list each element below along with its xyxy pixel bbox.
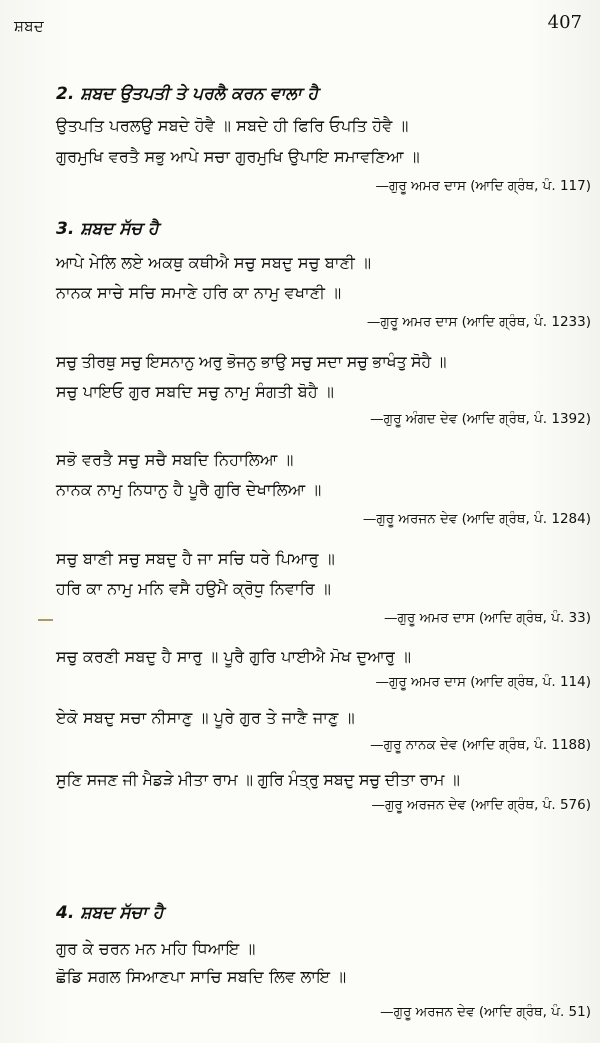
verse-block: [56, 114, 591, 197]
verse-line: ਆਪੇ ਮੇਲਿ ਲਏ ਅਕਥੁ ਕਥੀਐ ਸਚੁ ਸਬਦੁ ਸਚੁ ਬਾਣੀ ॥: [56, 253, 372, 272]
page-number: 407: [547, 12, 582, 33]
verse-line: ਸਚੁ ਪਾਇਓ ਗੁਰ ਸਬਦਿ ਸਚੁ ਨਾਮੁ ਸੰਗਤੀ ਬੋਹੈ ॥: [56, 382, 335, 401]
verse-line: ਗੁਰਮੁਖਿ ਵਰਤੈ ਸਭੁ ਆਪੇ ਸਚਾ ਗੁਰਮੁਖਿ ਉਪਾਇ ਸਮਾਵਣਿਆ ॥: [56, 147, 420, 166]
verse-block: [56, 448, 591, 530]
verse-line: ਸਚੁ ਕਰਣੀ ਸਬਦੁ ਹੈ ਸਾਰੁ ॥ ਪੂਰੈ ਗੁਰਿ ਪਾਈਐ ਮੋਖ ਦੁਆਰੁ ॥: [56, 647, 412, 666]
citation: —ਗੁਰੂ ਅਰਜਨ ਦੇਵ (ਆਦਿ ਗ੍ਰੰਥ, ਪੰ. 576): [371, 797, 591, 813]
verse-line: ਨਾਨਕ ਨਾਮੁ ਨਿਧਾਨੁ ਹੈ ਪੂਰੈ ਗੁਰਿ ਦੇਖਾਲਿਆ ॥: [56, 480, 322, 499]
citation: —ਗੁਰੂ ਅੰਗਦ ਦੇਵ (ਆਦਿ ਗ੍ਰੰਥ, ਪੰ. 1392): [370, 411, 591, 427]
verse-block: [56, 937, 591, 1023]
citation: —ਗੁਰੂ ਅਮਰ ਦਾਸ (ਆਦਿ ਗ੍ਰੰਥ, ਪੰ. 117): [375, 178, 591, 194]
verse-line: ਨਾਨਕ ਸਾਚੇ ਸਚਿ ਸਮਾਣੇ ਹਰਿ ਕਾ ਨਾਮੁ ਵਖਾਣੀ ॥: [56, 283, 342, 302]
verse-line: ਸਚੁ ਤੀਰਥੁ ਸਚੁ ਇਸਨਾਨੁ ਅਰੁ ਭੋਜਨੁ ਭਾਉ ਸਚੁ ਸਦਾ ਸਚੁ ਭਾਖੰਤੁ ਸੋਹੈ ॥: [56, 352, 447, 371]
citation: —ਗੁਰੂ ਅਮਰ ਦਾਸ (ਆਦਿ ਗ੍ਰੰਥ, ਪੰ. 114): [375, 674, 591, 690]
citation: —ਗੁਰੂ ਅਮਰ ਦਾਸ (ਆਦਿ ਗ੍ਰੰਥ, ਪੰ. 33): [384, 610, 591, 626]
citation: —ਗੁਰੂ ਅਰਜਨ ਦੇਵ (ਆਦਿ ਗ੍ਰੰਥ, ਪੰ. 51): [380, 1004, 591, 1020]
verse-line: ਹਰਿ ਕਾ ਨਾਮੁ ਮਨਿ ਵਸੈ ਹਉਮੈ ਕ੍ਰੋਧੁ ਨਿਵਾਰਿ ॥: [56, 579, 332, 598]
section-4: [56, 901, 591, 1023]
verse-line: ਸਭੋ ਵਰਤੈ ਸਚੁ ਸਚੈ ਸਬਦਿ ਨਿਹਾਲਿਆ ॥: [56, 450, 294, 469]
verse-line: ਸੁਣਿ ਸਜਣ ਜੀ ਮੈਡੜੇ ਮੀਤਾ ਰਾਮ ॥ ਗੁਰਿ ਮੰਤ੍ਰੁ ਸਬਦੁ ਸਚੁ ਦੀਤਾ ਰਾਮ ॥: [56, 770, 460, 789]
verse-line: ਉਤਪਤਿ ਪਰਲਉ ਸਬਦੇ ਹੋਵੈ ॥ ਸਬਦੇ ਹੀ ਫਿਰਿ ਓਪਤਿ ਹੋਵੈ ॥: [56, 116, 409, 135]
citation: —ਗੁਰੂ ਅਮਰ ਦਾਸ (ਆਦਿ ਗ੍ਰੰਥ, ਪੰ. 1233): [366, 314, 591, 330]
verse-block: [56, 251, 591, 333]
section-3: [56, 217, 591, 816]
citation: —ਗੁਰੂ ਨਾਨਕ ਦੇਵ (ਆਦਿ ਗ੍ਰੰਥ, ਪੰ. 1188): [370, 737, 591, 753]
section-heading: 3. ਸ਼ਬਦ ਸੱਚ ਹੈ: [56, 219, 159, 239]
verse-line: ਛੋਡਿ ਸਗਲ ਸਿਆਣਪਾ ਸਾਚਿ ਸਬਦਿ ਲਿਵ ਲਾਇ ॥: [56, 967, 347, 986]
running-head: ਸ਼ਬਦ: [14, 17, 44, 35]
verse-block: [56, 645, 591, 693]
section-heading: 4. ਸ਼ਬਦ ਸੱਚਾ ਹੈ: [56, 903, 164, 923]
verse-line: ਏਕੋ ਸਬਦੁ ਸਚਾ ਨੀਸਾਣੁ ॥ ਪੂਰੇ ਗੁਰ ਤੇ ਜਾਣੈ ਜਾਣੁ ॥: [56, 708, 355, 727]
section-2: [56, 82, 591, 197]
verse-line: ਗੁਰ ਕੇ ਚਰਨ ਮਨ ਮਹਿ ਧਿਆਇ ॥: [56, 939, 256, 958]
verse-block: [56, 768, 591, 816]
section-heading: 2. ਸ਼ਬਦ ਉਤਪਤੀ ਤੇ ਪਰਲੈ ਕਰਨ ਵਾਲਾ ਹੈ: [56, 84, 318, 104]
verse-line: ਸਚੁ ਬਾਣੀ ਸਚੁ ਸਬਦੁ ਹੈ ਜਾ ਸਚਿ ਧਰੇ ਪਿਆਰੁ ॥: [56, 549, 335, 568]
verse-block: [56, 350, 591, 430]
verse-block: [56, 706, 591, 756]
margin-pencil-mark: [38, 619, 53, 621]
verse-block: [56, 547, 591, 629]
citation: —ਗੁਰੂ ਅਰਜਨ ਦੇਵ (ਆਦਿ ਗ੍ਰੰਥ, ਪੰ. 1284): [362, 511, 591, 527]
